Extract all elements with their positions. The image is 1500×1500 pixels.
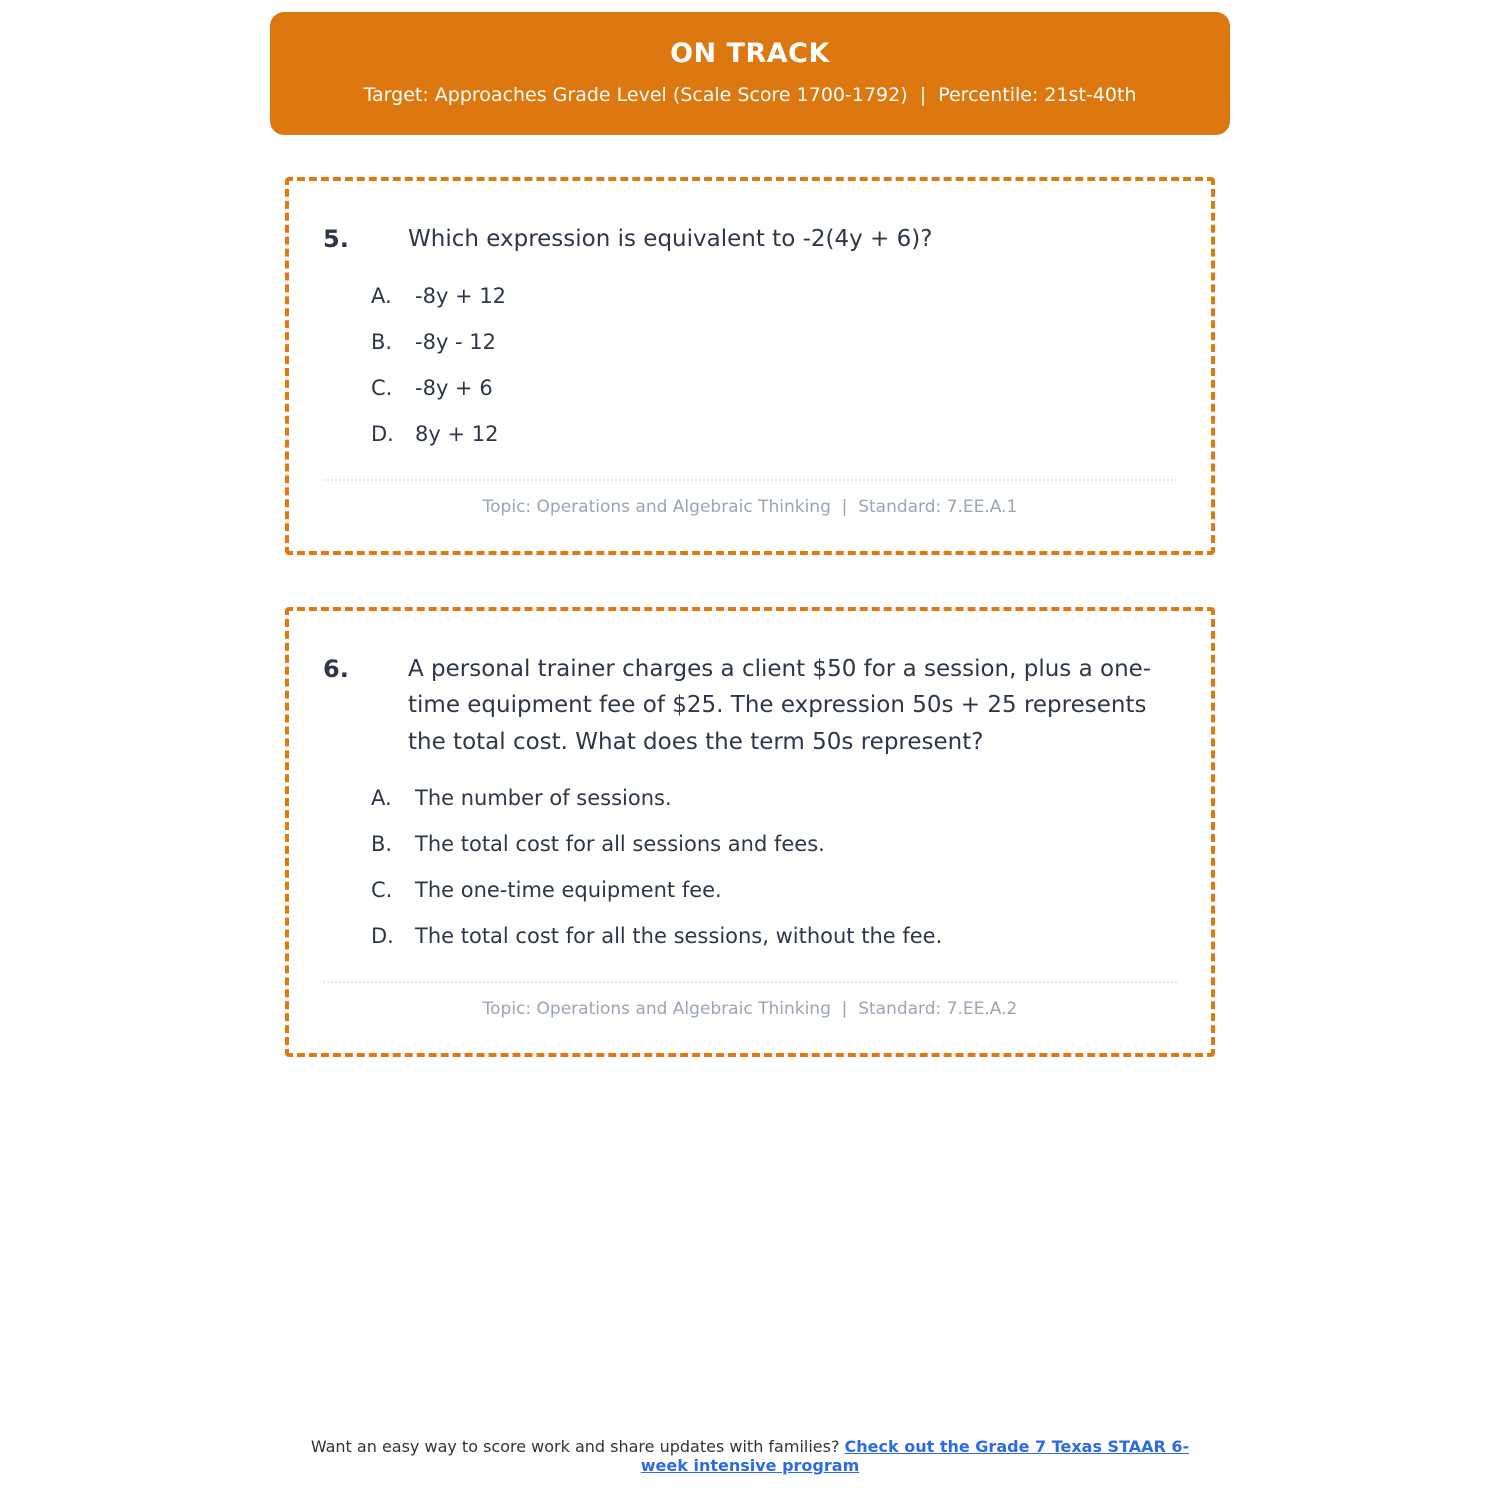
answer-option-d — [371, 918, 1177, 954]
answer-option-c — [371, 872, 1177, 908]
option-text: The total cost for all sessions and fees. — [415, 832, 825, 857]
option-letter: C. — [371, 375, 393, 400]
page-title: ON TRACK — [670, 38, 830, 69]
topic-standard-label: Topic: Operations and Algebraic Thinking | Standard: 7.EE.A.1 — [482, 496, 1018, 517]
question-card-6 — [285, 607, 1215, 1058]
divider — [323, 479, 1177, 481]
option-text: The total cost for all the sessions, without the fee. — [415, 924, 943, 949]
topic-standard-label: Topic: Operations and Algebraic Thinking | Standard: 7.EE.A.2 — [482, 999, 1018, 1020]
option-text: 8y + 12 — [415, 421, 499, 446]
question-5 — [323, 221, 1177, 258]
option-letter: A. — [371, 283, 392, 308]
question-text: A personal trainer charges a client $50 for a session, plus a one-time equipment fee of $25. The expression 50s + 25 represents the total cost. What does the term 50s represent? — [408, 655, 1152, 755]
question-number: 5. — [323, 225, 349, 254]
answer-option-c — [371, 370, 1177, 406]
option-letter: C. — [371, 878, 393, 903]
answer-option-b — [371, 324, 1177, 360]
header-subtitle: Target: Approaches Grade Level (Scale Score 1700-1792) | Percentile: 21st-40th — [363, 84, 1137, 107]
question-6 — [323, 651, 1177, 761]
option-text: The number of sessions. — [415, 786, 672, 811]
question-text: Which expression is equivalent to -2(4y + 6)? — [408, 226, 933, 253]
option-letter: A. — [371, 786, 392, 811]
footer-link[interactable]: Check out the Grade 7 Texas STAAR 6-week intensive program — [640, 1437, 1190, 1475]
answer-option-a — [371, 278, 1177, 314]
option-text: The one-time equipment fee. — [415, 878, 722, 903]
option-letter: B. — [371, 329, 393, 354]
option-text: -8y + 6 — [415, 375, 493, 400]
answer-options — [371, 278, 1177, 452]
option-letter: D. — [371, 924, 394, 949]
question-card-5 — [285, 177, 1215, 555]
page-footer — [0, 1437, 1500, 1475]
option-text: -8y + 12 — [415, 283, 507, 308]
header-banner — [270, 12, 1230, 135]
option-letter: B. — [371, 832, 393, 857]
answer-option-b — [371, 826, 1177, 862]
option-letter: D. — [371, 421, 394, 446]
option-text: -8y - 12 — [415, 329, 497, 354]
answer-option-a — [371, 780, 1177, 816]
divider — [323, 981, 1177, 983]
answer-option-d — [371, 416, 1177, 452]
question-number: 6. — [323, 654, 349, 683]
footer-text: Want an easy way to score work and share updates with families? — [310, 1437, 840, 1456]
answer-options — [371, 780, 1177, 954]
